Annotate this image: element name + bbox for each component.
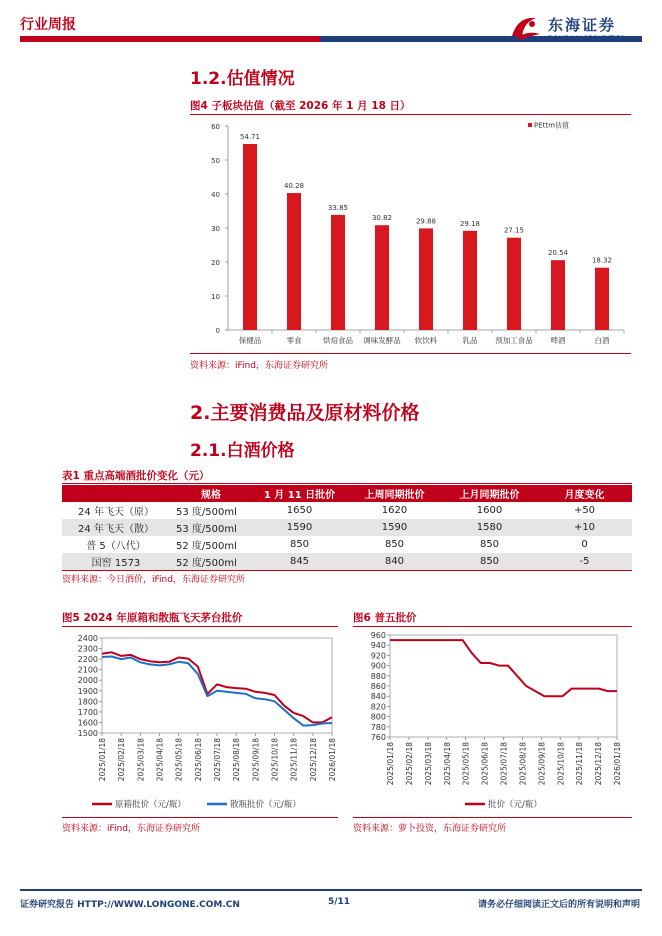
y-tick-label: 30 — [211, 225, 220, 233]
x-tick-label: 2025/11/18 — [575, 742, 585, 786]
section-heading-1-2: 1.2.估值情况 — [190, 69, 295, 89]
figure6-caption-rule — [353, 626, 632, 627]
table-header-cell: 上周同期批价 — [347, 485, 442, 502]
y-tick-label: 780 — [370, 722, 386, 732]
bar-value-label: 29.18 — [459, 219, 481, 228]
x-tick-label: 2025/05/18 — [461, 742, 471, 786]
footer-website: 证券研究报告 HTTP://WWW.LONGONE.COM.CN — [20, 900, 240, 910]
table1-caption-rule — [62, 483, 632, 484]
bar — [507, 238, 521, 330]
table-cell: 1590 — [252, 519, 347, 536]
figure6-source: 资料来源：萝卜投资，东海证券研究所 — [353, 824, 507, 834]
y-tick-label: 0 — [215, 327, 220, 335]
bar-value-label: 40.28 — [283, 182, 305, 191]
y-tick-label: 60 — [211, 123, 220, 131]
table-header-cell: 上月同期批价 — [442, 485, 537, 502]
bar-value-label: 30.82 — [371, 214, 393, 223]
table-cell: 845 — [252, 553, 347, 570]
footer-disclaimer: 请务必仔细阅读正文后的所有说明和声明 — [477, 900, 640, 910]
x-tick-label: 2025/06/18 — [480, 742, 490, 786]
figure6-line-chart — [353, 628, 632, 816]
table1-caption: 表1 重点高端酒批价变化（元） — [62, 470, 210, 482]
x-tick-label: 2025/02/18 — [404, 742, 414, 786]
table-cell: 1600 — [476, 505, 503, 516]
table-cell: 53 度/500ml — [170, 519, 252, 536]
x-tick-label: 2025/09/18 — [251, 738, 261, 782]
series-line — [390, 640, 617, 696]
table-row — [62, 553, 632, 570]
legend-label: 散瓶批价（元/瓶） — [230, 800, 301, 810]
table-header-row — [62, 485, 632, 502]
x-category-label: 软饮料 — [414, 336, 438, 345]
header-section-label: 行业周报 — [20, 17, 76, 33]
section-heading-2-1: 2.1.白酒价格 — [190, 441, 295, 461]
y-tick-label: 2000 — [77, 676, 98, 686]
figure5-bottom-rule — [62, 817, 338, 818]
y-tick-label: 2400 — [77, 634, 98, 643]
x-tick-label: 2025/08/18 — [518, 742, 528, 786]
x-tick-label: 2025/04/18 — [442, 742, 452, 786]
x-tick-label: 2025/12/18 — [594, 742, 604, 786]
y-tick-label: 50 — [211, 157, 220, 165]
bar-value-label: 33.85 — [327, 203, 349, 212]
table-header-cell: 规格 — [170, 485, 252, 502]
bar — [463, 231, 477, 330]
table-header-cell — [62, 485, 170, 502]
table-cell: 1580 — [442, 519, 537, 536]
table-cell: 国窖 1573 — [62, 553, 170, 570]
x-tick-label: 2025/06/18 — [193, 738, 203, 782]
figure5-source: 资料来源：iFind，东海证券研究所 — [62, 824, 200, 834]
y-tick-label: 40 — [211, 191, 220, 199]
bar — [375, 225, 389, 330]
x-tick-label: 2025/08/18 — [232, 738, 242, 782]
logo-name-en: DONGHAI SECURITIES — [548, 34, 625, 42]
footer-rule — [20, 889, 642, 891]
y-tick-label: 960 — [370, 631, 386, 640]
table-cell: 840 — [347, 553, 442, 570]
bar-value-label: 20.54 — [547, 249, 569, 258]
y-tick-label: 900 — [370, 661, 386, 671]
y-tick-label: 920 — [370, 651, 386, 661]
y-tick-label: 940 — [370, 641, 386, 651]
figure4-caption: 图4 子板块估值（截至 2026 年 1 月 18 日） — [190, 100, 411, 112]
legend-label: 批价（元/瓶） — [488, 800, 542, 810]
table-row — [62, 519, 632, 536]
x-category-label: 白酒 — [594, 336, 610, 345]
x-category-label: 保健品 — [238, 336, 262, 345]
x-tick-label: 2025/03/18 — [423, 742, 433, 786]
table1-source: 资料来源：今日酒价，iFind，东海证券研究所 — [62, 575, 245, 585]
section-heading-2: 2.主要消费品及原材料价格 — [190, 402, 420, 424]
x-category-label: 调味发酵品 — [363, 336, 401, 345]
table-header-cell: 月度变化 — [537, 485, 632, 502]
y-tick-label: 820 — [370, 702, 386, 712]
table-cell: 850 — [289, 539, 310, 550]
bar — [419, 228, 433, 330]
company-logo — [508, 12, 648, 46]
table-cell: 24 年飞天（散） — [62, 519, 170, 536]
table-cell: 普 5（八代） — [86, 541, 146, 552]
x-tick-label: 2025/03/18 — [136, 738, 146, 782]
table-cell: 850 — [479, 539, 500, 550]
table-cell: -5 — [537, 553, 632, 570]
table-cell: 24 年飞天（原） — [78, 507, 154, 518]
x-tick-label: 2025/05/18 — [174, 738, 184, 782]
bar-value-label: 27.15 — [503, 226, 525, 235]
y-tick-label: 1800 — [77, 697, 98, 707]
figure4-source: 资料来源：iFind，东海证券研究所 — [190, 361, 328, 371]
y-tick-label: 840 — [370, 692, 386, 702]
table-cell: 1620 — [381, 505, 408, 516]
legend-label: 原箱批价（元/瓶） — [115, 800, 186, 810]
table-cell: 52 度/500ml — [176, 541, 237, 552]
x-tick-label: 2025/10/18 — [270, 738, 280, 782]
series-line — [102, 657, 332, 726]
y-tick-label: 2200 — [77, 655, 98, 665]
y-tick-label: 880 — [370, 671, 386, 681]
y-tick-label: 800 — [370, 712, 386, 722]
figure6-caption: 图6 普五批价 — [353, 612, 417, 624]
y-tick-label: 860 — [370, 682, 386, 691]
table-cell: 1650 — [286, 505, 313, 516]
x-tick-label: 2025/04/18 — [155, 738, 165, 782]
bar — [287, 193, 301, 330]
table-cell: 1590 — [347, 519, 442, 536]
x-tick-label: 2025/07/18 — [213, 738, 222, 782]
table-cell: +50 — [573, 505, 596, 516]
x-tick-label: 2025/12/18 — [308, 738, 318, 782]
price-table — [62, 485, 632, 571]
x-tick-label: 2026/01/18 — [328, 738, 337, 782]
y-tick-label: 2300 — [77, 644, 98, 654]
x-category-label: 乳品 — [462, 336, 478, 345]
y-tick-label: 760 — [370, 733, 386, 742]
legend-label: PEttm估值 — [534, 121, 569, 130]
x-category-label: 预加工食品 — [495, 336, 533, 345]
figure5-caption: 图5 2024 年原箱和散瓶飞天茅台批价 — [62, 612, 243, 624]
figure4-caption-rule — [190, 114, 631, 115]
y-tick-label: 1600 — [77, 718, 98, 728]
x-tick-label: 2026/01/18 — [613, 742, 622, 786]
x-category-label: 啤酒 — [550, 336, 566, 345]
y-tick-label: 1500 — [77, 729, 98, 738]
y-tick-label: 20 — [211, 259, 220, 267]
x-category-label: 烘焙食品 — [323, 336, 353, 345]
table-cell: +10 — [537, 519, 632, 536]
header-bar-red — [20, 36, 320, 42]
logo-mark-icon — [508, 12, 542, 42]
bar — [243, 144, 257, 330]
bar-value-label: 29.88 — [415, 217, 437, 226]
x-tick-label: 2025/07/18 — [499, 742, 509, 786]
x-category-label: 零食 — [286, 336, 302, 345]
x-tick-label: 2025/11/18 — [289, 738, 299, 782]
table-cell: 0 — [581, 539, 588, 550]
bar — [331, 215, 345, 330]
bar-value-label: 18.32 — [591, 256, 613, 265]
table-cell: 850 — [384, 539, 405, 550]
x-tick-label: 2025/02/18 — [117, 738, 127, 782]
table-row — [62, 536, 632, 553]
bar-value-label: 54.71 — [239, 132, 261, 141]
figure4-bottom-rule — [190, 353, 631, 354]
table-cell: 850 — [442, 553, 537, 570]
figure5-line-chart — [62, 628, 338, 816]
x-tick-label: 2025/01/18 — [386, 742, 395, 786]
table-cell: 53 度/500ml — [176, 507, 237, 518]
logo-name-cn: 东海证券 — [548, 16, 617, 34]
y-tick-label: 10 — [211, 293, 220, 301]
y-tick-label: 2100 — [77, 665, 98, 675]
bar — [551, 260, 565, 330]
figure5-caption-rule — [62, 626, 338, 627]
figure4-bar-chart — [190, 116, 631, 352]
x-tick-label: 2025/10/18 — [556, 742, 566, 786]
table-cell: 52 度/500ml — [170, 553, 252, 570]
y-tick-label: 1700 — [77, 707, 98, 717]
plot-frame — [390, 635, 617, 737]
figure6-bottom-rule — [353, 817, 632, 818]
table-row — [62, 502, 632, 519]
footer-page-number: 5/11 — [328, 897, 351, 907]
y-tick-label: 1900 — [77, 686, 98, 696]
x-tick-label: 2025/09/18 — [537, 742, 547, 786]
table-header-cell: 1 月 11 日批价 — [252, 485, 347, 502]
x-tick-label: 2025/01/18 — [98, 738, 107, 782]
bar — [595, 268, 609, 330]
legend-swatch — [528, 123, 532, 127]
series-line — [102, 652, 332, 722]
